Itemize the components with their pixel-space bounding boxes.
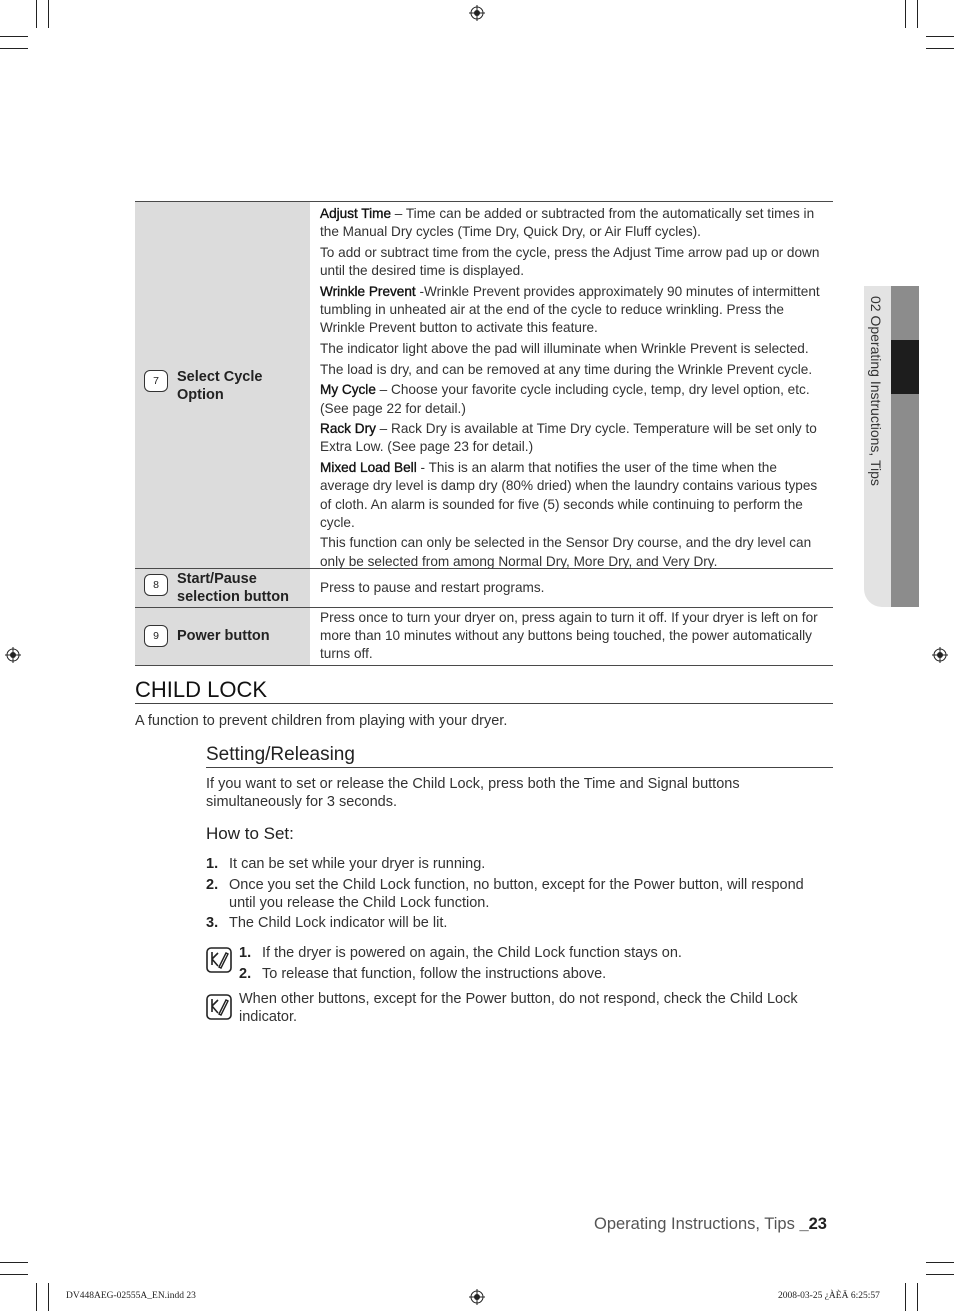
- note-list: [239, 944, 833, 985]
- file-slug-right: 2008-03-25 ¿ÀÈÄ 6:25:57: [778, 1291, 880, 1301]
- list-item: 1. It can be set while your dryer is running.: [206, 856, 486, 872]
- crop-mark: [917, 1283, 918, 1311]
- crop-mark: [905, 1283, 906, 1311]
- description-paragraph: My Cycle – Choose your favorite cycle including cycle, temp, dry level option, etc. (See page 22 for detail.): [320, 382, 810, 416]
- crop-mark: [0, 48, 28, 49]
- row-label-cell: [135, 202, 310, 568]
- side-tab-label: 02 Operating Instructions, Tips: [868, 296, 884, 486]
- note-icon: [206, 947, 232, 973]
- subsection-title: Setting/Releasing: [206, 743, 833, 768]
- description-paragraph: Adjust Time – Time can be added or subtracted from the automatically set times in the Manual Dry cycles (Time Dry, Quick Dry, or Air Fluff cycles).: [320, 206, 815, 240]
- crop-mark: [36, 0, 37, 28]
- note-text: When other buttons, except for the Power button, do not respond, check the Child Lock indicator.: [239, 991, 798, 1025]
- list-item: 2. To release that function, follow the instructions above.: [239, 965, 607, 982]
- crop-mark: [926, 48, 954, 49]
- row-label-cell: [135, 608, 310, 665]
- list-item: 1. If the dryer is powered on again, the Child Lock function stays on.: [239, 945, 682, 961]
- how-to-title: How to Set:: [206, 824, 294, 843]
- row-label: Start/Pause selection button: [177, 571, 289, 605]
- crop-mark: [48, 0, 49, 28]
- crop-mark: [0, 1274, 28, 1275]
- crop-mark: [905, 0, 906, 28]
- steps-list: [206, 855, 833, 935]
- crop-mark: [917, 0, 918, 28]
- row-number-badge: 9: [144, 625, 168, 647]
- row-description: Press once to turn your dryer on, press again to turn it off. If your dryer is left on for more than 10 minutes without any buttons being touched, the power automatically turns off.: [320, 610, 818, 662]
- row-number-badge: 7: [144, 370, 168, 392]
- crop-mark: [48, 1283, 49, 1311]
- section-intro: A function to prevent children from playing with your dryer.: [135, 713, 508, 729]
- section-title: CHILD LOCK: [135, 677, 833, 704]
- list-item: 2. Once you set the Child Lock function, no button, except for the Power button, will respond until you release the Child Lock function.: [206, 876, 804, 911]
- row-description: [310, 202, 833, 568]
- table-row: [135, 607, 833, 666]
- description-paragraph: This function can only be selected in the Sensor Dry course, and the dry level can only be selected from among Normal Dry, More Dry, and Very Dry.: [320, 535, 812, 569]
- crop-mark: [0, 1262, 28, 1263]
- registration-mark-icon: [5, 647, 21, 663]
- description-paragraph: The load is dry, and can be removed at any time during the Wrinkle Prevent cycle.: [320, 361, 813, 377]
- table-row: [135, 201, 833, 568]
- crop-mark: [926, 1274, 954, 1275]
- description-paragraph: The indicator light above the pad will illuminate when Wrinkle Prevent is selected.: [320, 340, 809, 356]
- page-footer: Operating Instructions, Tips _23: [594, 1215, 827, 1233]
- crop-mark: [926, 1262, 954, 1263]
- registration-mark-icon: [932, 647, 948, 663]
- row-description: Press to pause and restart programs.: [320, 580, 545, 595]
- crop-mark: [36, 1283, 37, 1311]
- table-row: [135, 568, 833, 607]
- row-number-badge: 8: [144, 574, 168, 596]
- description-paragraph: Mixed Load Bell - This is an alarm that notifies the user of the time when the average dry level is damp dry (80% dried) when the laundry contains various types of cloth. An alarm is sounded for five (5) seconds while continuing to perform the cycle.: [320, 460, 818, 530]
- file-slug-left: DV448AEG-02555A_EN.indd 23: [66, 1291, 196, 1301]
- registration-mark-icon: [469, 1289, 485, 1305]
- row-label: Power button: [177, 628, 270, 644]
- registration-mark-icon: [469, 5, 485, 21]
- description-paragraph: Rack Dry – Rack Dry is available at Time Dry cycle. Temperature will be set only to Extra Low. (See page 23 for detail.): [320, 421, 817, 455]
- subsection-text: If you want to set or release the Child Lock, press both the Time and Signal buttons simultaneously for 3 seconds.: [206, 776, 740, 810]
- crop-mark: [926, 36, 954, 37]
- list-item: 3. The Child Lock indicator will be lit.: [206, 915, 448, 931]
- description-paragraph: To add or subtract time from the cycle, press the Adjust Time arrow pad up or down until the desired time is displayed.: [320, 244, 820, 279]
- row-label-cell: [135, 569, 310, 607]
- row-label: Select Cycle Option: [177, 369, 263, 403]
- control-panel-table: [135, 201, 833, 666]
- note-icon: [206, 994, 232, 1020]
- crop-mark: [0, 36, 28, 37]
- description-paragraph: Wrinkle Prevent -Wrinkle Prevent provides approximately 90 minutes of intermittent tumbling in unheated air at the end of the cycle to reduce wrinkling. Press the Wrinkle Prevent button to activate this feature.: [320, 283, 820, 336]
